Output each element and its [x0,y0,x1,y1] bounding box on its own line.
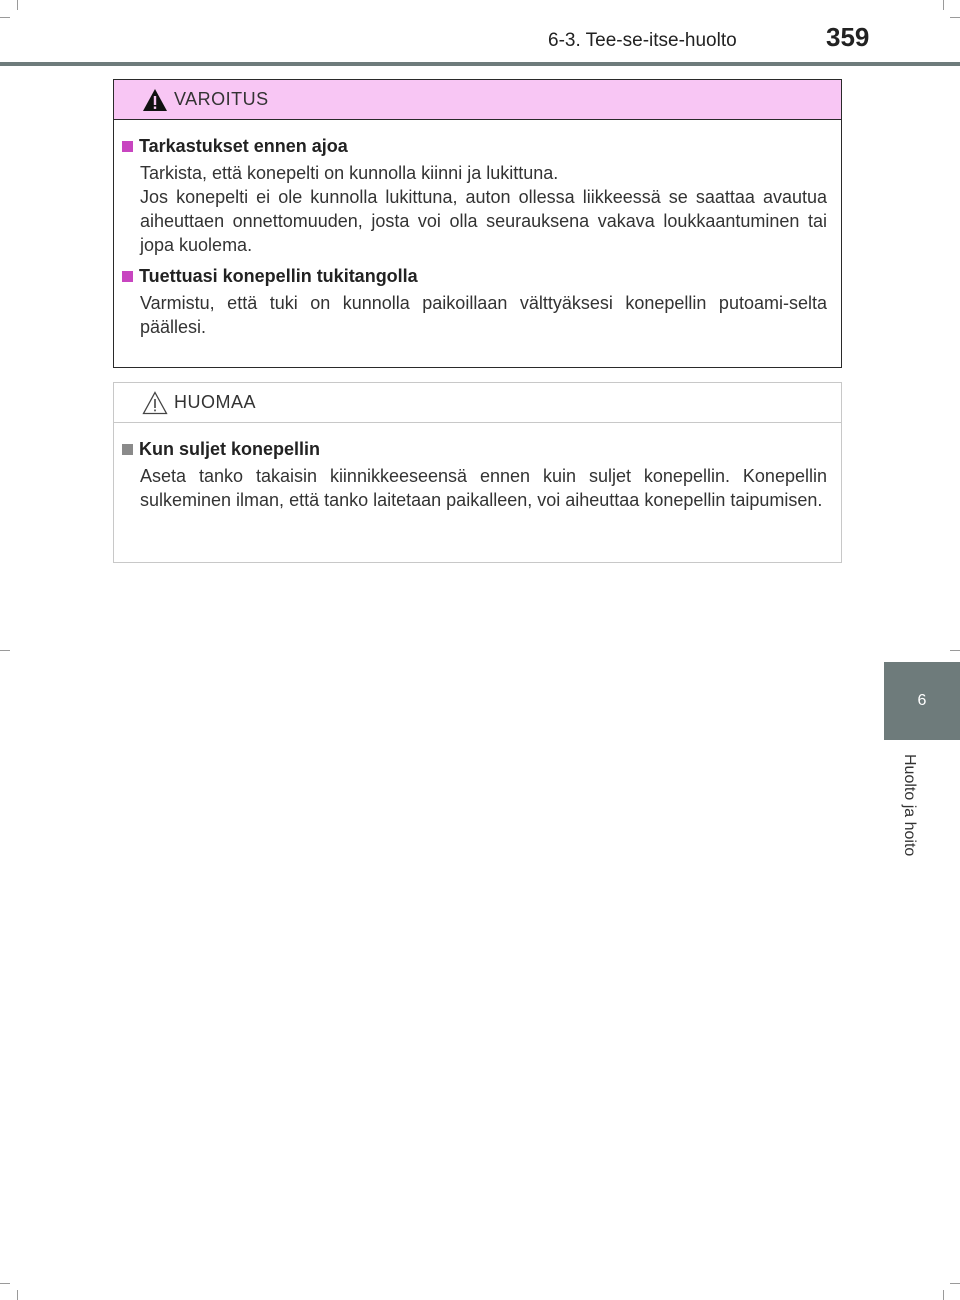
paragraph: Varmistu, että tuki on kunnolla paikoillaan välttyäksesi konepellin putoami-selta päällesi. [140,293,827,337]
crop-mark [17,0,18,10]
warning-title: VAROITUS [174,89,269,109]
paragraph: Tarkista, että konepelti on kunnolla kiinni ja lukittuna. [140,163,559,183]
notice-item-heading [122,439,827,460]
crop-mark [950,650,960,651]
crop-mark [943,1290,944,1300]
warning-box [113,79,842,368]
crop-mark [950,17,960,18]
chapter-tab[interactable] [884,662,960,740]
heading-text: Tarkastukset ennen ajoa [139,136,348,156]
crop-mark [0,17,10,18]
notice-title: HUOMAA [174,392,257,412]
square-bullet-icon [122,444,133,455]
warning-item-heading [122,266,827,287]
notice-header [114,383,841,423]
crop-mark [950,1283,960,1284]
crop-mark [0,650,10,651]
warning-item-heading [122,136,827,157]
warning-triangle-icon [142,88,168,112]
chapter-label: Huolto ja hoito [901,754,918,857]
crop-mark [0,1283,10,1284]
crop-mark [17,1290,18,1300]
warning-item-text [140,161,827,257]
warning-body [114,120,841,339]
paragraph: Jos konepelti ei ole kunnolla lukittuna, auton ollessa liikkeessä se saattaa avautua aiheuttaen onnettomuuden, josta voi olla seurauksena vakava loukkaantuminen tai jopa kuolema. [140,187,827,255]
square-bullet-icon [122,141,133,152]
section-title: 6-3. Tee-se-itse-huolto [548,30,737,51]
notice-body [114,423,841,512]
warning-header [114,80,841,120]
notice-item-text [140,464,827,512]
chapter-number: 6 [917,692,927,709]
caution-triangle-icon [142,391,168,415]
paragraph: Aseta tanko takaisin kiinnikkeeseensä ennen kuin suljet konepellin. Konepellin sulkeminen ilman, että tanko laitetaan paikalleen, voi aiheuttaa konepellin taipumisen. [140,466,827,510]
warning-item-text [140,291,827,339]
header-rule [0,62,960,66]
crop-mark [943,0,944,10]
page-number: 359 [826,22,870,52]
heading-text: Kun suljet konepellin [139,439,321,459]
notice-box [113,382,842,563]
square-bullet-icon [122,271,133,282]
heading-text: Tuettuasi konepellin tukitangolla [139,266,418,286]
